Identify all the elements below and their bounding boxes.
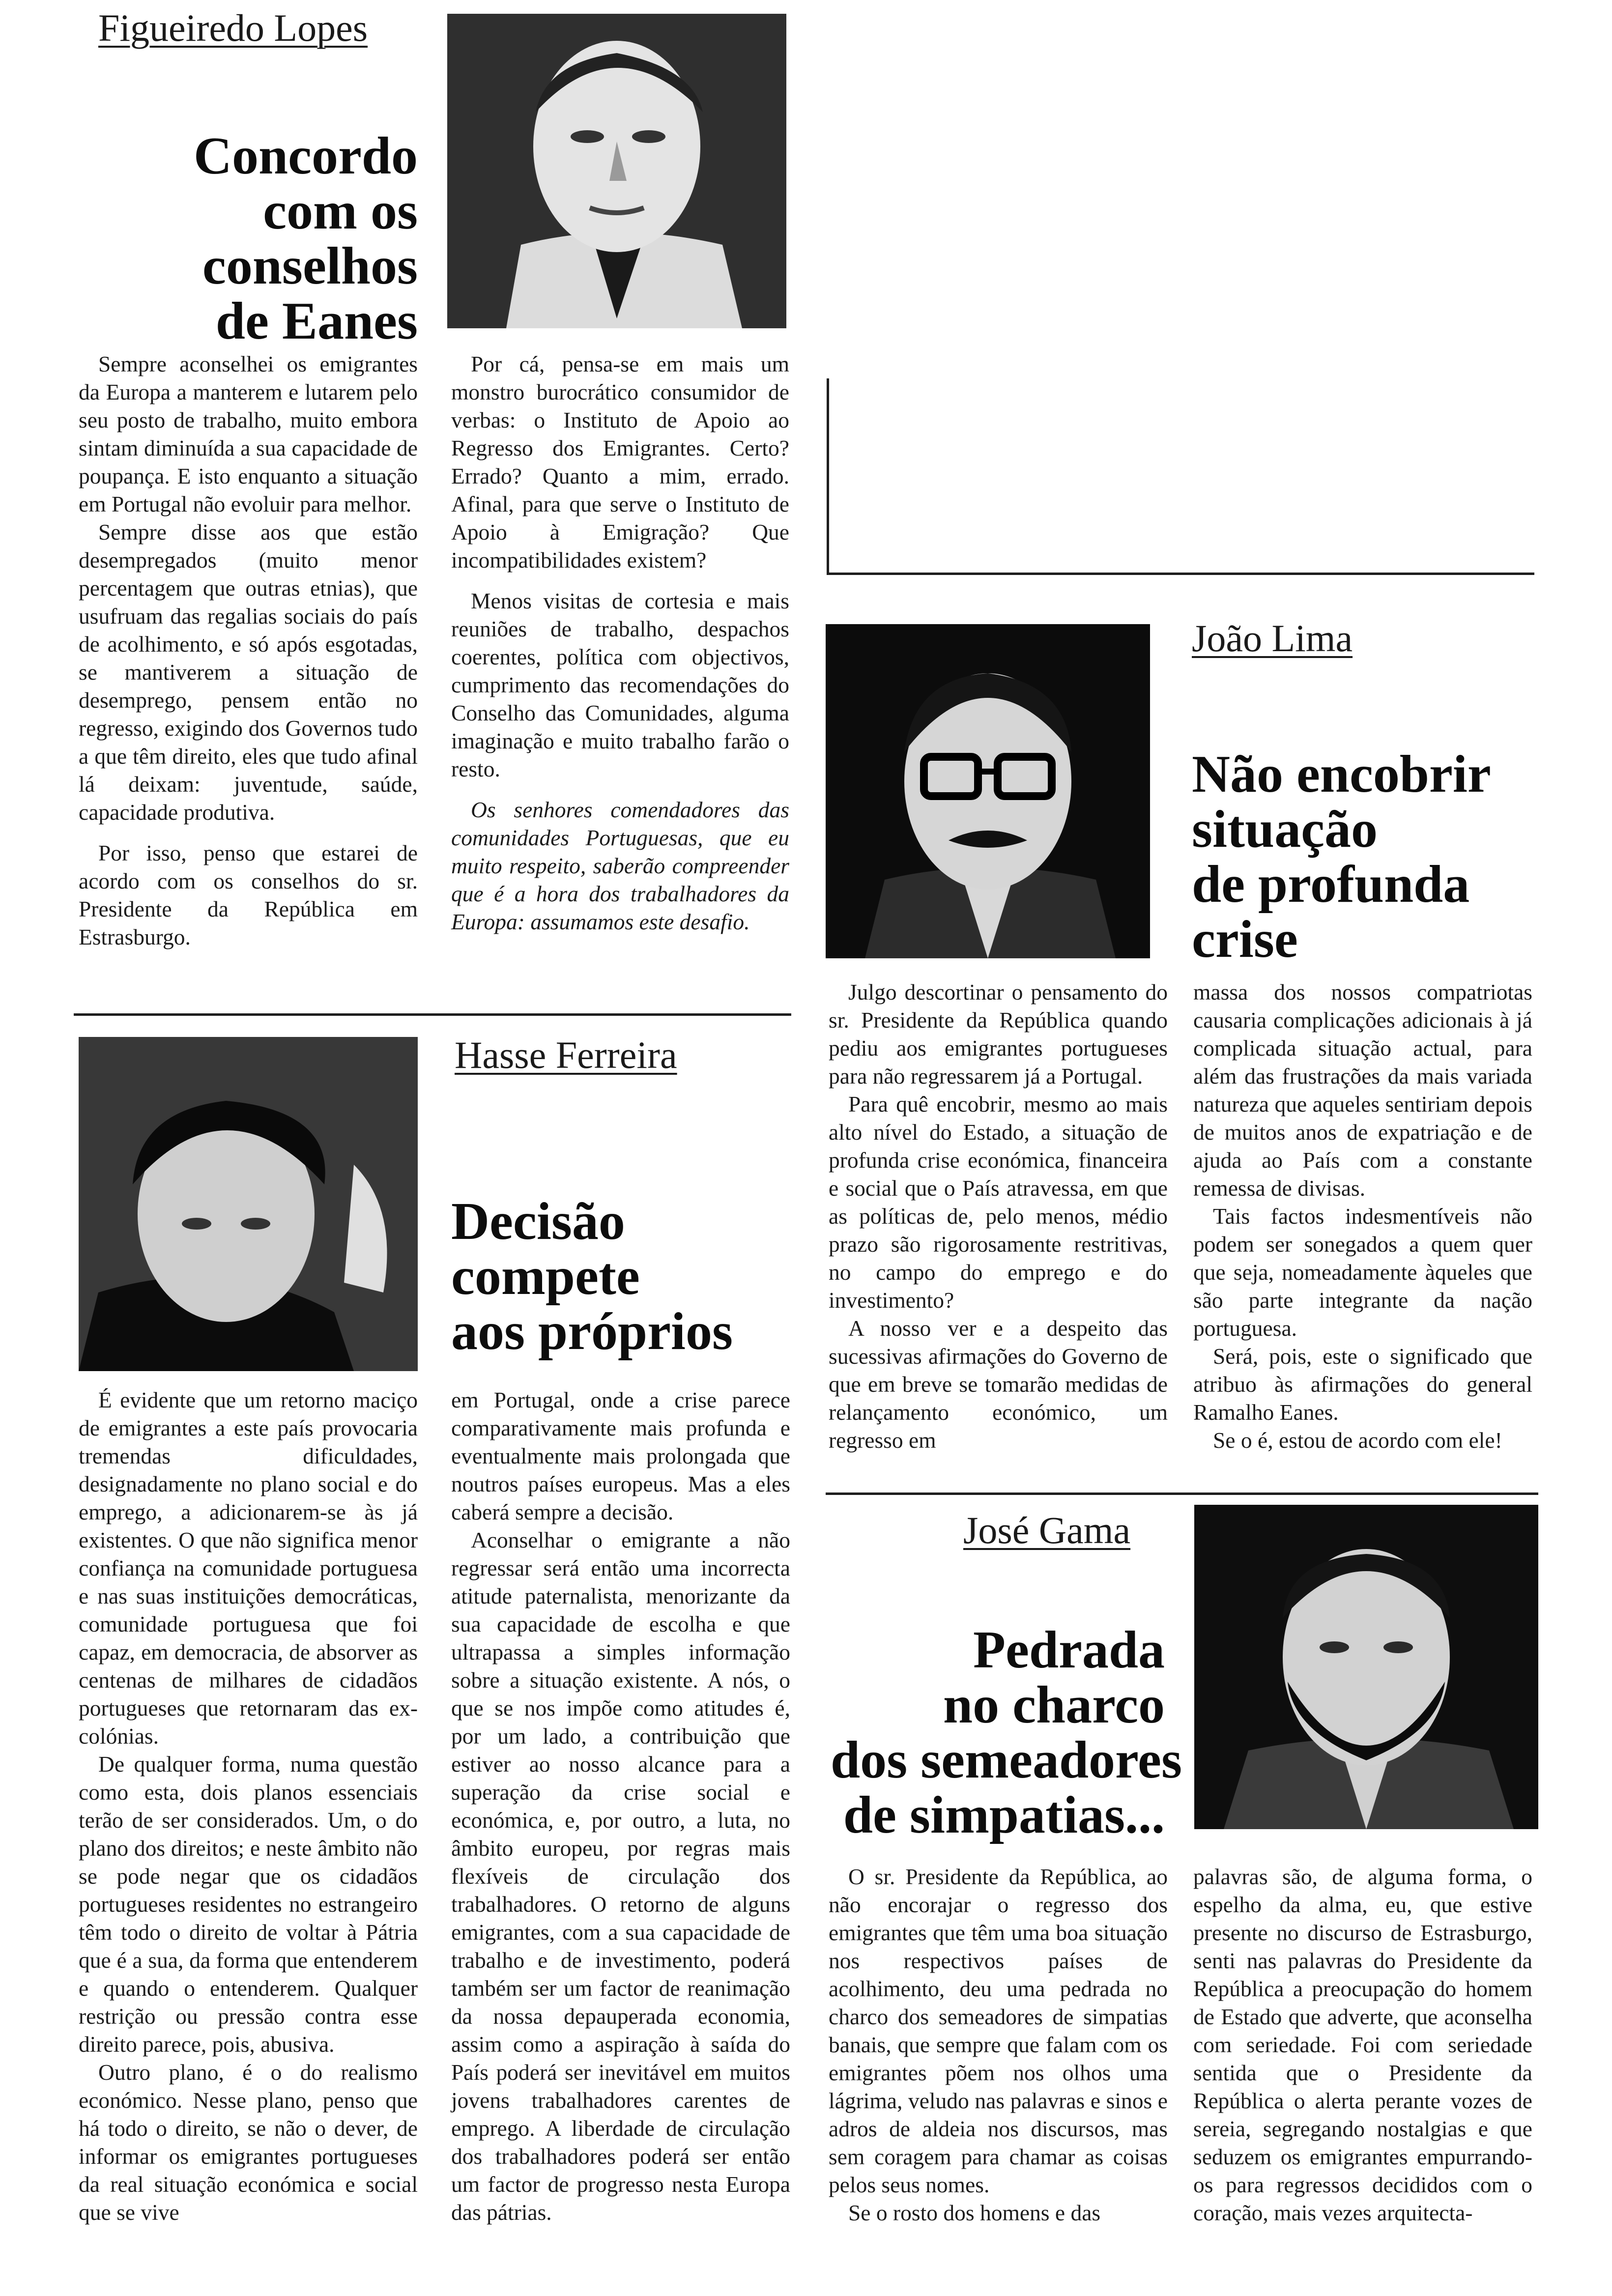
headline-line: Pedrada	[973, 1621, 1165, 1679]
column-jose-1	[829, 1863, 1168, 2227]
paragraph: Se o é, estou de acordo com ele!	[1213, 1428, 1502, 1453]
paragraph: O sr. Presidente da República, ao não encorajar o regresso dos emigrantes que têm uma boa situação nos respectivos países de acolhimento, deu uma pedrada no charco dos semeadores de simpatias banais, que sempre que falam com os emigrantes põem nos olhos uma lágrima, veludo nas palavras e sinos e adros de aldeia nos discursos, mas sem coragem para chamar as coisas pelos seus nomes.	[829, 1864, 1168, 2197]
paragraph: Por isso, penso que estarei de acordo com os conselhos do sr. Presidente da República em Estrasburgo.	[79, 840, 418, 949]
portrait-jose-gama	[1194, 1505, 1538, 1829]
headline-line: Não encobrir	[1192, 745, 1491, 804]
paragraph: Será, pois, este o significado que atribuo às afirmações do general Ramalho Eanes.	[1193, 1344, 1532, 1425]
paragraph: Os senhores comendadores das comunidades Portuguesas, que eu muito respeito, saberão compreender que é a hora dos trabalhadores da Europa: assumamos este desafio.	[451, 797, 789, 934]
paragraph: Aconselhar o emigrante a não regressar será então uma incorrecta atitude paternalista, menorizante da sua capacidade de escolha e que ultrapassa a simples informação sobre a situação existente. A nós, o que se nos impõe como atitudes é, por um lado, a contribuição que estiver ao nosso alcance para a superação da crise social e económica, e, por outro, a luta, no âmbito europeu, por regras mais flexíveis de circulação dos trabalhadores. O retorno de alguns emigrantes, com a sua capacidade de trabalho e de investimento, poderá também ser um factor de reanimação da nossa depauperada economia, assim como a aspiração à saída do País poderá ser inevitável em muitos jovens trabalhadores carentes de emprego. A liberdade de circulação dos trabalhadores poderá ser então um factor de progresso nesta Europa das pátrias.	[451, 1527, 790, 2225]
column-figueiredo-1	[79, 350, 418, 951]
headline-hasse-ferreira	[451, 1194, 790, 1359]
headline-figueiredo-lopes	[113, 129, 418, 349]
section-divider	[74, 1013, 791, 1016]
headline-line: de simpatias...	[843, 1786, 1165, 1844]
headline-line: situação	[1192, 800, 1378, 859]
headline-jose-gama	[831, 1621, 1182, 1844]
headline-line: de profunda	[1192, 855, 1470, 914]
paragraph: massa dos nossos compatriotas causaria complicações adicionais à já complicada situação actual, para além das frustrações da mais variada natureza que aqueles sentiriam depois de muitos anos de expatriação e de ajuda ao País com a constante remessa de divisas.	[1193, 979, 1532, 1201]
headline-line: Decisão	[451, 1192, 625, 1251]
column-hasse-2	[451, 1386, 790, 2226]
headline-line: no charco	[943, 1676, 1165, 1734]
paragraph: De qualquer forma, numa questão como esta, dois planos essenciais terão de ser considerados. Um, o do plano dos direitos; e neste âmbito não se pode negar que os cidadãos portugueses residentes no estrangeiro têm todo o direito de voltar à Pátria que é a sua, da forma que entenderem e quando o entenderem. Qualquer restrição ou pressão contra esse direito parece, pois, abusiva.	[79, 1751, 418, 2057]
portrait-joao-lima	[826, 624, 1150, 958]
byline-jose-gama: José Gama	[963, 1509, 1131, 1551]
headline-line: de Eanes	[215, 292, 418, 350]
headline-joao-lima	[1192, 747, 1565, 967]
column-joao-1	[829, 978, 1168, 1454]
paragraph: Menos visitas de cortesia e mais reuniões de trabalho, despachos coerentes, política com objectivos, cumprimento das recomendações do Conselho das Comunidades, alguma imaginação e muito trabalho farão o resto.	[451, 588, 789, 781]
portrait-hasse-ferreira	[79, 1037, 418, 1371]
paragraph: Julgo descortinar o pensamento do sr. Presidente da República quando pediu aos emigrantes portugueses para não regressarem já a Portugal.	[829, 979, 1168, 1089]
paragraph: É evidente que um retorno maciço de emigrantes a este país provocaria tremendas dificuldades, designadamente no plano social e do emprego, a adicionarem-se às já existentes. O que não significa menor confiança na comunidade portuguesa e nas suas instituições democráticas, comunidade portuguesa que foi capaz, em democracia, de absorver as centenas de milhares de cidadãos portugueses que retornaram das ex-colónias.	[79, 1387, 418, 1749]
paragraph: Para quê encobrir, mesmo ao mais alto nível do Estado, a situação de profunda crise económica, financeira e social que o País atravessa, em que as políticas de, pelo menos, médio prazo são rigorosamente restritivas, no campo do emprego e do investimento?	[829, 1091, 1168, 1313]
box-border-bottom	[827, 573, 1534, 575]
portrait-figueiredo-lopes	[447, 14, 786, 328]
box-border-left	[827, 378, 829, 575]
headline-line: Concordo	[194, 127, 418, 185]
paragraph: Se o rosto dos homens e das	[848, 2200, 1101, 2225]
paragraph: Outro plano, é o do realismo económico. Nesse plano, penso que há todo o direito, se não o dever, de informar os emigrantes portugueses da real situação económica e social que se vive	[79, 2060, 418, 2225]
headline-line: dos semeadores	[831, 1731, 1182, 1789]
column-figueiredo-2	[451, 350, 789, 936]
paragraph: Por cá, pensa-se em mais um monstro burocrático consumidor de verbas: o Instituto de Apoio ao Regresso dos Emigrantes. Certo? Errado? Quanto a mim, errado. Afinal, para que serve o Instituto de Apoio à Emigração? Que incompatibilidades existem?	[451, 351, 789, 573]
headline-line: crise	[1192, 910, 1298, 969]
paragraph: A nosso ver e a despeito das sucessivas afirmações do Governo de que em breve se tomarão medidas de relançamento económico, um regresso em	[829, 1316, 1168, 1453]
column-jose-2	[1193, 1863, 1532, 2227]
byline-figueiredo-lopes: Figueiredo Lopes	[98, 6, 368, 49]
paragraph: em Portugal, onde a crise parece comparativamente mais profunda e eventualmente mais prolongada que noutros países europeus. Mas a eles caberá sempre a decisão.	[451, 1387, 790, 1524]
byline-joao-lima: João Lima	[1192, 617, 1353, 660]
paragraph: Tais factos indesmentíveis não podem ser sonegados a quem quer que seja, nomeadamente àqueles que são parte integrante da nação portuguesa.	[1193, 1204, 1532, 1341]
headline-line: com os	[263, 182, 418, 240]
headline-line: aos próprios	[451, 1302, 733, 1361]
column-joao-2	[1193, 978, 1532, 1454]
byline-hasse-ferreira: Hasse Ferreira	[455, 1033, 677, 1076]
headline-line: conselhos	[202, 237, 418, 295]
column-hasse-1	[79, 1386, 418, 2226]
paragraph: Sempre aconselhei os emigrantes da Europa a manterem e lutarem pelo seu posto de trabalho, muito embora sintam diminuída a sua capacidade de poupança. E isto enquanto a situação em Portugal não evoluir para melhor.	[79, 351, 418, 517]
paragraph: palavras são, de alguma forma, o espelho da alma, eu, que estive presente no discurso de Estrasburgo, senti nas palavras do Presidente da República a preocupação do homem de Estado que adverte, que aconselha com seriedade. Foi com seriedade sentida que o Presidente da República o alerta perante vozes de sereia, segregando nostalgias e que seduzem os emigrantes empurrando-os para regressos decididos com o coração, mais vezes arquitecta-	[1193, 1864, 1532, 2225]
paragraph: Sempre disse aos que estão desempregados (muito menor percentagem que outras etnias), que usufruam das regalias sociais do país de acolhimento, e só após esgotadas, se mantiverem a situação de desemprego, pensem então no regresso, exigindo dos Governos tudo a que têm direito, eles que tudo afinal lá deixam: juventude, saúde, capacidade produtiva.	[79, 519, 418, 825]
headline-line: compete	[451, 1247, 640, 1306]
section-divider	[826, 1492, 1538, 1495]
